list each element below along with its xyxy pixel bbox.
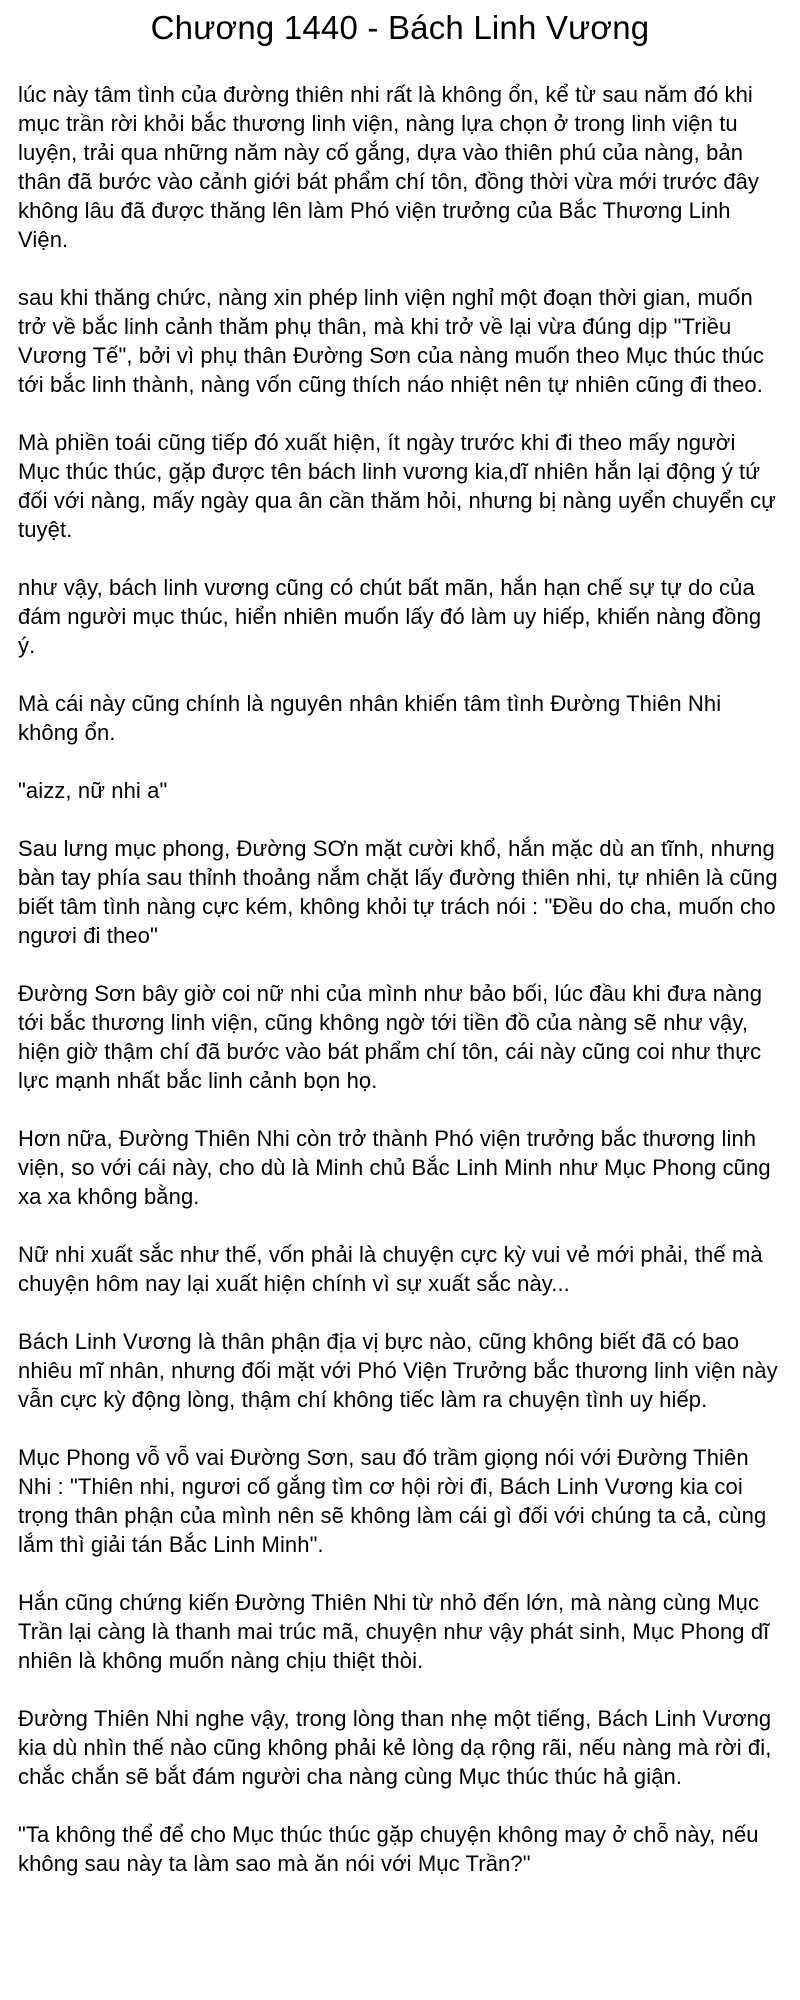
- story-paragraph: Mà phiền toái cũng tiếp đó xuất hiện, ít ngày trước khi đi theo mấy người Mục thúc thúc, gặp được tên bách linh vương kia,dĩ nhiên hắn lại động ý tứ đối với nàng, mấy ngày qua ân cần thăm hỏi, nhưng bị nàng uyển chuyển cự tuyệt.: [18, 430, 777, 542]
- story-paragraph: Nữ nhi xuất sắc như thế, vốn phải là chuyện cực kỳ vui vẻ mới phải, thế mà chuyện hôm nay lại xuất hiện chính vì sự xuất sắc này...: [18, 1242, 763, 1296]
- story-body: [18, 80, 782, 1878]
- story-paragraph: Đường Sơn bây giờ coi nữ nhi của mình như bảo bối, lúc đầu khi đưa nàng tới bắc thương linh viện, cũng không ngờ tới tiền đồ của nàng sẽ như vậy, hiện giờ thậm chí đã bước vào bát phẩm chí tôn, cái này cũng coi như thực lực mạnh nhất bắc linh cảnh bọn họ.: [18, 981, 763, 1093]
- story-paragraph: Mà cái này cũng chính là nguyên nhân khiến tâm tình Đường Thiên Nhi không ổn.: [18, 691, 722, 745]
- story-paragraph: Hắn cũng chứng kiến Đường Thiên Nhi từ nhỏ đến lớn, mà nàng cùng Mục Trần lại càng là thanh mai trúc mã, chuyện như vậy phát sinh, Mục Phong dĩ nhiên là không muốn nàng chịu thiệt thòi.: [18, 1590, 770, 1673]
- story-paragraph: lúc này tâm tình của đường thiên nhi rất là không ổn, kể từ sau năm đó khi mục trần rời khỏi bắc thương linh viện, nàng lựa chọn ở trong linh viện tu luyện, trải qua những năm này cố gắng, dựa vào thiên phú của nàng, bản thân đã bước vào cảnh giới bát phẩm chí tôn, đồng thời vừa mới trước đây không lâu đã được thăng lên làm Phó viện trưởng của Bắc Thương Linh Viện.: [18, 82, 760, 252]
- story-paragraph: như vậy, bách linh vương cũng có chút bất mãn, hắn hạn chế sự tự do của đám người mục thúc, hiển nhiên muốn lấy đó làm uy hiếp, khiến nàng đồng ý.: [18, 575, 762, 658]
- story-paragraph: Mục Phong vỗ vỗ vai Đường Sơn, sau đó trầm giọng nói với Đường Thiên Nhi : "Thiên nhi, ngươi cố gắng tìm cơ hội rời đi, Bách Linh Vương kia coi trọng thân phận của mình nên sẽ không làm cái gì đối với chúng ta cả, cùng lắm thì giải tán Bắc Linh Minh".: [18, 1445, 767, 1557]
- dialogue-paragraph: "Ta không thể để cho Mục thúc thúc gặp chuyện không may ở chỗ này, nếu không sau này ta làm sao mà ăn nói với Mục Trần?": [18, 1822, 759, 1876]
- story-paragraph: sau khi thăng chức, nàng xin phép linh viện nghỉ một đoạn thời gian, muốn trở về bắc linh cảnh thăm phụ thân, mà khi trở về lại vừa đúng dịp "Triều Vương Tế", bởi vì phụ thân Đường Sơn của nàng muốn theo Mục thúc thúc tới bắc linh thành, nàng vốn cũng thích náo nhiệt nên tự nhiên cũng đi theo.: [18, 285, 764, 397]
- story-paragraph: Hơn nữa, Đường Thiên Nhi còn trở thành Phó viện trưởng bắc thương linh viện, so với cái này, cho dù là Minh chủ Bắc Linh Minh như Mục Phong cũng xa xa không bằng.: [18, 1126, 771, 1209]
- story-paragraph: Sau lưng mục phong, Đường SƠn mặt cười khổ, hắn mặc dù an tĩnh, nhưng bàn tay phía sau thỉnh thoảng nắm chặt lấy đường thiên nhi, tự nhiên là cũng biết tâm tình nàng cực kém, không khỏi tự trách nói : "Đều do cha, muốn cho ngươi đi theo": [18, 836, 778, 948]
- chapter-title: Chương 1440 - Bách Linh Vương: [150, 9, 650, 46]
- dialogue-paragraph: "aizz, nữ nhi a": [18, 778, 168, 803]
- story-paragraph: Bách Linh Vương là thân phận địa vị bực nào, cũng không biết đã có bao nhiêu mĩ nhân, nhưng đối mặt với Phó Viện Trưởng bắc thương linh viện này vẫn cực kỳ động lòng, thậm chí không tiếc làm ra chuyện tình uy hiếp.: [18, 1329, 778, 1412]
- story-paragraph: Đường Thiên Nhi nghe vậy, trong lòng than nhẹ một tiếng, Bách Linh Vương kia dù nhìn thế nào cũng không phải kẻ lòng dạ rộng rãi, nếu nàng mà rời đi, chắc chắn sẽ bắt đám người cha nàng cùng Mục thúc thúc hả giận.: [18, 1706, 772, 1789]
